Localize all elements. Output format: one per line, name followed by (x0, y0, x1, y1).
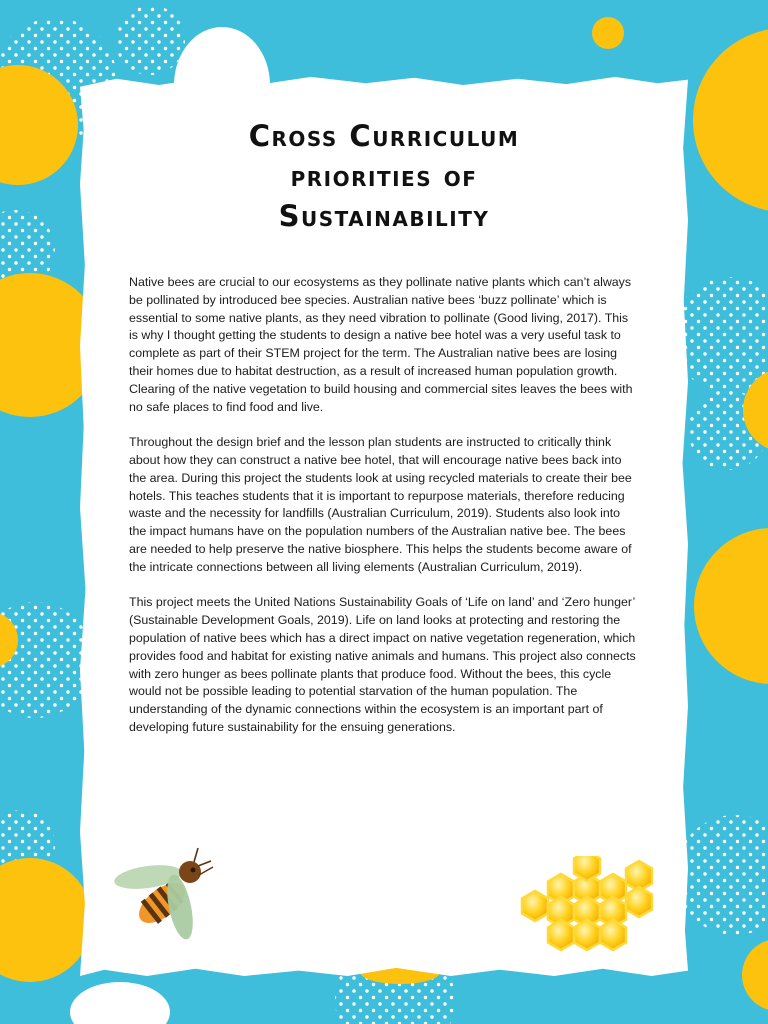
paragraph: Throughout the design brief and the lesson plan students are instructed to critically think about how they can construct a native bee hotel, that will encourage native bees back into the area. During this project the students look at using recycled materials to create their bee hotels. This teaches students that it is important to repurpose materials, therefore reducing waste and the necessity for landfills (Australian Curriculum, 2019). Students also look into the impact humans have on the population numbers of the Australian native bee. The bees are needed to help preserve the native biosphere. This helps the students become aware of the intricate connections between all living elements (Australian Curriculum, 2019). (129, 435, 632, 574)
title-line: priorities of (290, 159, 478, 193)
page-title (80, 116, 688, 236)
paragraph: Native bees are crucial to our ecosystems as they pollinate native plants which can’t always be pollinated by introduced bee species. Australian native bees ‘buzz pollinate’ which is essential to some native plants, as they need vibration to pollinate (Good living, 2017). This is why I thought getting the students to design a native bee hotel was a very useful task to complete as part of their STEM project for the term. The Australian native bees are losing their homes due to habitat destruction, as a result of increased human population growth. Clearing of the native vegetation to build housing and commercial sites leaves the bees with no safe places to find food and live. (129, 275, 633, 414)
title-line: Sustainability (278, 199, 490, 233)
honeycomb-icon (513, 856, 663, 956)
body-text (129, 274, 639, 755)
title-line: Cross Curriculum (248, 119, 520, 153)
bee-icon (110, 845, 220, 945)
paragraph: This project meets the United Nations Sustainability Goals of ‘Life on land’ and ‘Zero hunger’ (Sustainable Development Goals, 2019). Life on land looks at protecting and restoring the population of native bees which has a direct impact on native vegetation regeneration, which provides food and habitat for existing native animals and humans. This project also connects with zero hunger as bees pollinate plants that produce food. Without the bees, this cycle would not be possible leading to potential starvation of the human population. The understanding of the dynamic connections within the ecosystem is an important part of developing future sustainability for the ensuing generations. (129, 595, 636, 734)
